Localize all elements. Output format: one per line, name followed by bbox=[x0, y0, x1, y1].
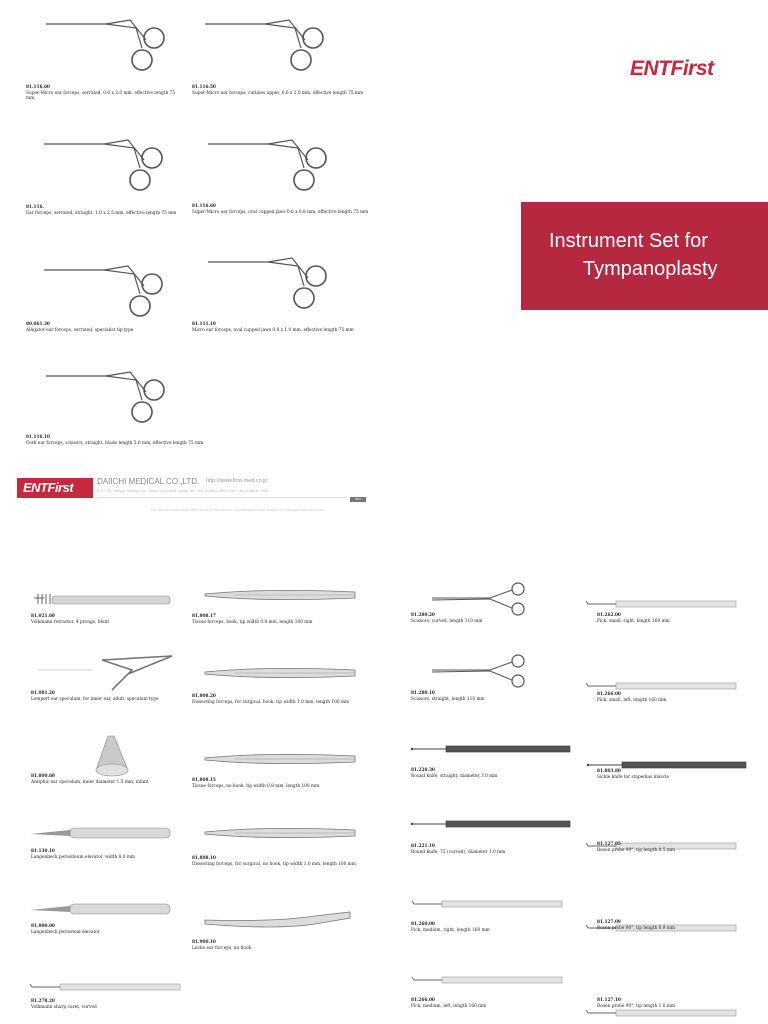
curet-image bbox=[30, 984, 155, 994]
company-name: DAIICHI MEDICAL CO.,LTD. bbox=[97, 477, 200, 486]
product-caption: 81.278.20 Volkmann sharp curet, curved bbox=[31, 999, 97, 1010]
round-knife-image bbox=[410, 821, 575, 829]
scissors-image bbox=[432, 584, 532, 616]
lucke-forceps-image bbox=[205, 910, 350, 934]
product-caption: 81.808.20 Dissecting forceps, for surgical, hook, tip width 1.0 mm, length 100 mm bbox=[192, 694, 350, 705]
dissecting-forceps-image bbox=[205, 826, 357, 840]
product-caption: 81.808.15 Tissue forceps, no hook, tip width 0.8 mm, length 100 mm bbox=[192, 778, 320, 789]
ear-forceps-image bbox=[208, 258, 338, 326]
footer-disclaimer: The actual colors may differ from those shown. Specifications are subject to change without notice. bbox=[150, 507, 325, 512]
product-caption: 81.266.00 Pick, small, left, length 160 mm bbox=[597, 692, 667, 703]
scissors-image bbox=[432, 656, 532, 688]
product-caption: 81.800.00 Langenbeck periosteal elevator bbox=[31, 924, 100, 935]
product-caption: 81.808.10 Dissecting forceps, for surgical, no hook, tip width 1.0 mm, length 100 mm bbox=[192, 856, 356, 867]
product-caption: 81.127.09 Rosen probe 90°, tip length 0.9 mm bbox=[597, 920, 675, 931]
footer-badge: SN1 bbox=[350, 497, 366, 502]
brand-logo: ENTFirst bbox=[630, 57, 714, 80]
product-caption: 81.116.60 Super-Micro ear forceps, serrated, 0.6 x 2.0 mm, effective length 75 mm bbox=[26, 85, 176, 102]
tissue-forceps-image bbox=[205, 752, 357, 766]
product-caption: 81.266.00 Pick, medium, left, length 160 mm bbox=[411, 998, 487, 1009]
footer-logo-text: ENTFirst bbox=[23, 480, 74, 495]
company-url[interactable]: http://www.first-med.co.jp bbox=[206, 478, 268, 484]
product-caption: 81.221.10 Round knife, 75 (curved), diameter 1.0 mm bbox=[411, 844, 506, 855]
footer-divider bbox=[97, 497, 347, 498]
ear-forceps-image bbox=[205, 20, 335, 90]
ear-forceps-image bbox=[46, 20, 176, 90]
product-caption: 81.808.17 Tissue forceps, hook, tip width 0.8 mm, length 100 mm bbox=[192, 614, 313, 625]
banner-title-line1: Instrument Set for bbox=[549, 230, 708, 252]
ear-forceps-image bbox=[44, 140, 174, 210]
product-caption: 81.280.10 Scissors, straight, length 110 mm bbox=[411, 691, 485, 702]
banner-title-line2: Tympanoplasty bbox=[583, 258, 718, 280]
footer-logo bbox=[17, 478, 93, 498]
retractor-image bbox=[32, 592, 172, 608]
elevator-image bbox=[30, 902, 175, 918]
product-caption: 81.262.00 Pick, small, right, length 160 mm bbox=[597, 613, 670, 624]
round-knife-image bbox=[410, 746, 575, 754]
ear-forceps-image bbox=[208, 140, 338, 210]
product-caption: 81.116.10 Cork ear forceps, scissors, straight, blade length 5.0 mm, effective length 75 mm bbox=[26, 435, 204, 446]
pick-image bbox=[586, 683, 741, 691]
product-caption: 81.127.10 Rosen probe 90°, tip length 1.0 mm bbox=[597, 998, 675, 1009]
product-caption: 81.116.60 Super-Micro ear forceps, oval cupped jaws 0.6 x 0.8 mm, effective length 75 mm bbox=[192, 204, 369, 215]
company-address: 2-27-16, Hongo, Bunkyo-ku, Tokyo 113-0033 Japan Tel: +81-3-3814-3500 Fax: +81-3-3818-7906 bbox=[97, 488, 269, 493]
tissue-forceps-image bbox=[205, 588, 357, 602]
ear-speculum-image bbox=[32, 656, 172, 692]
product-caption: 81.021.60 Volkmann retractor, 4 prongs, blunt bbox=[31, 614, 110, 625]
product-caption: 81.116. Ear forceps, serrated, straight, 1.0 x 2.5 mm, effective length 75 mm bbox=[26, 205, 177, 216]
product-caption: 81.220.30 Round knife, straight, diameter 3.0 mm bbox=[411, 768, 498, 779]
pick-image bbox=[586, 601, 741, 609]
product-caption: 81.260.00 Pick, medium, right, length 160 mm bbox=[411, 922, 490, 933]
product-caption: 81.111.10 Micro ear forceps, oval cupped jaws 0.8 x 1.0 mm, effective length 75 mm bbox=[192, 322, 354, 333]
elevator-image bbox=[30, 826, 175, 842]
product-caption: 81.803.80 Sickle knife for stapedius muscle bbox=[597, 769, 670, 780]
product-caption: 81.800.60 Antiphic ear speculum, inner diameter 1.5 mm, infant bbox=[31, 774, 149, 785]
product-caption: 81.130.10 Langenbeck periosteum elevator, width 8.0 mm bbox=[31, 849, 135, 860]
rosen-probe-image bbox=[586, 1010, 741, 1018]
ear-forceps-image bbox=[46, 372, 176, 440]
product-caption: 80.061.30 Alligator ear forceps, serrated, specialist tip type bbox=[26, 322, 134, 333]
product-caption: 81.116.50 Super-Micro ear forceps, cutlines upper, 0.6 x 2.0 mm, effective length 75 mm bbox=[192, 85, 364, 96]
pick-image bbox=[412, 901, 572, 909]
title-banner bbox=[521, 202, 768, 310]
pick-image bbox=[412, 977, 572, 985]
product-caption: 81.280.20 Scissors, curved, length 110 mm bbox=[411, 613, 483, 624]
product-caption: 81.900.10 Lucke ear forceps, no hook bbox=[192, 940, 252, 951]
product-caption: 81.081.20 Lempert ear speculum, for inner ear, adult, speculum type bbox=[31, 691, 159, 702]
dissecting-forceps-image bbox=[205, 666, 357, 680]
product-caption: 81.127.05 Rosen probe 90°, tip length 0.5 mm bbox=[597, 842, 675, 853]
